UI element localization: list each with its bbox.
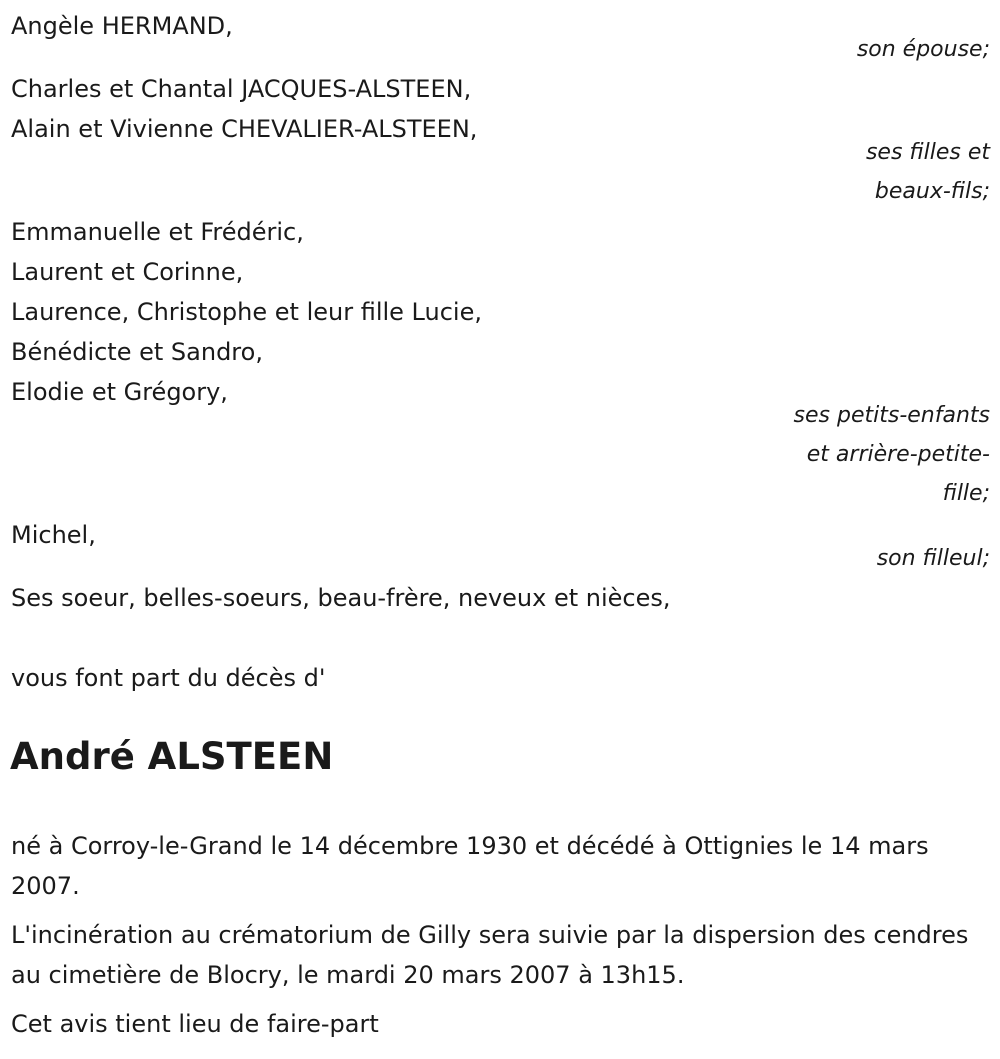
- grandchild-1: Emmanuelle et Frédéric,: [11, 218, 304, 246]
- spouse-role: son épouse;: [856, 37, 990, 62]
- grandchildren-role-line-2: et arrière-petite-: [806, 442, 990, 467]
- grandchild-3: Laurence, Christophe et leur fille Lucie,: [11, 298, 482, 326]
- announcement: vous font part du décès d': [11, 664, 326, 692]
- grandchild-4: Bénédicte et Sandro,: [11, 338, 263, 366]
- grandchildren-role-line-3: fille;: [942, 481, 990, 506]
- siblings-line: Ses soeur, belles-soeurs, beau-frère, neveux et nièces,: [11, 584, 671, 612]
- spouse-name: Angèle HERMAND,: [11, 12, 233, 40]
- deceased-name: André ALSTEEN: [10, 735, 334, 778]
- daughters-role-line-1: ses filles et: [865, 140, 990, 165]
- godson-role: son filleul;: [876, 546, 990, 571]
- grandchild-2: Laurent et Corinne,: [11, 258, 244, 286]
- godson-name: Michel,: [11, 521, 96, 549]
- grandchildren-role-line-1: ses petits-enfants: [793, 403, 990, 428]
- daughter-couple-1: Charles et Chantal JACQUES-ALSTEEN,: [11, 75, 472, 103]
- closing-paragraph: Cet avis tient lieu de faire-part: [11, 1010, 379, 1038]
- daughters-role-line-2: beaux-fils;: [874, 179, 990, 204]
- ceremony-paragraph: L'incinération au crématorium de Gilly sera suivie par la dispersion des cendres au cimetière de Blocry, le mardi 20 mars 2007 à 13h15.: [11, 921, 969, 989]
- grandchild-5: Elodie et Grégory,: [11, 378, 228, 406]
- birth-death-paragraph: né à Corroy-le-Grand le 14 décembre 1930 et décédé à Ottignies le 14 mars 2007.: [11, 832, 929, 900]
- daughter-couple-2: Alain et Vivienne CHEVALIER-ALSTEEN,: [11, 115, 478, 143]
